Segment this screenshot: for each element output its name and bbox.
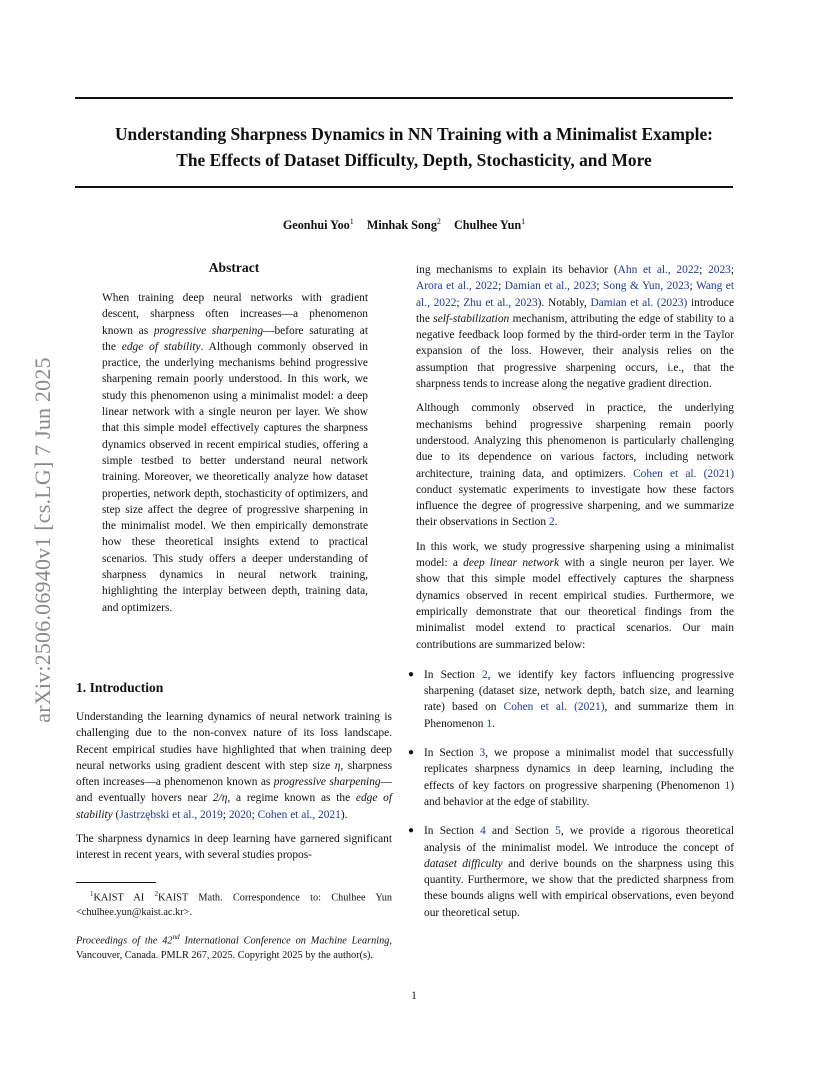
author-list — [75, 217, 733, 233]
citation-link[interactable]: Cohen et al. (2021) — [503, 701, 605, 714]
citation-link[interactable]: Cohen et al. (2021) — [633, 467, 734, 480]
citation-link[interactable]: Cohen et al., 2021 — [257, 808, 341, 821]
affiliation-footnote: $^1$KAIST AI $^2$KAIST Math. Correspondence to: Chulhee Yun <chulhee.yun@kaist.ac.kr>. — [76, 890, 392, 918]
intro-paragraph: In this work, we study progressive sharpening using a minimalist model: a deep linear network with a single neuron per layer. We show that this simple model effectively captures the sharpness dynamics observed in recent empirical studies. Furthermore, we empirically demonstrate that our theoretical findings from the minimalist model extend to practical scenarios. Our main contributions are summarized below: — [416, 540, 734, 651]
intro-paragraph: ing mechanisms to explain its behavior (Ahn et al., 2022; 2023; Arora et al., 2022; Damian et al., 2023; Song & Yun, 2023; Wang et al., 2022; Zhu et al., 2023). Notably, Damian et al. (2023) introduce the self-stabilization mechanism, attributing the edge of stability to a negative feedback loop formed by the third-order term in the Taylor expansion of the loss. However, their analysis relies on the assumption that progressive sharpening occurs, i.e., that the sharpness tends to increase along the negative gradient direction. — [416, 264, 735, 391]
citation-link[interactable]: Arora et al., 2022 — [416, 280, 499, 293]
citation-link[interactable]: Jastrzębski et al., 2019 — [119, 808, 223, 821]
list-item: ● In Section 4 and Section 5, we provide a rigorous theoretical analysis of the minimalist model. We introduce the concept of dataset difficulty and derive bounds on the sharpness using this quantity. Furthermore, we show that the predicted sharpness from these bounds aligns well with empirical observations, even beyond our theoretical setup. — [408, 825, 735, 919]
bullet-icon: ● — [408, 747, 415, 759]
abstract-text: When training deep neural networks with gradient descent, sharpness often increases—a phenomenon known as progressive sharpening—before saturating at the edge of stability. Although commonly observed in practice, the underlying mechanisms behind progressive sharpening remain poorly understood. In this work, we study this phenomenon using a minimalist model: a deep linear network with a single neuron per layer. We show that this simple model effectively captures the sharpness dynamics observed in recent empirical studies, offering a simple testbed to better understand neural network training. Moreover, we theoretically analyze how dataset properties, network depth, stochasticity of optimizers, and step size affect the degree of progressive sharpening in the minimalist model. We then empirically demonstrate how these theoretical insights extend to practical scenarios. This study offers a deeper understanding of sharpness dynamics in neural network training, highlighting the interplay between depth, training data, and optimizers. — [102, 292, 368, 614]
intro-paragraph: Understanding the learning dynamics of neural network training is challenging due to the non-convex nature of its loss landscape. Recent empirical studies have highlighted that when training deep neural networks using gradient descent with step size η, sharpness often increases—a phenomenon known as progressive sharpening—and eventually hovers near 2/η, a regime known as the edge of stability (Jastrzębski et al., 2019; 2020; Cohen et al., 2021). — [76, 711, 393, 821]
abstract-heading: Abstract — [208, 260, 260, 275]
citation-link[interactable]: Wang et al., 2022 — [416, 280, 735, 309]
title-line-1: Understanding Sharpness Dynamics in NN Training with a Minimalist Example: — [115, 124, 713, 144]
left-column-body — [76, 709, 392, 872]
section-link[interactable]: 4 — [480, 825, 486, 838]
paper-title — [60, 121, 768, 173]
author-name: Minhak Song — [366, 218, 437, 233]
arxiv-identifier: arXiv:2506.06940v1 [cs.LG] 7 Jun 2025 — [30, 357, 55, 723]
bullet-icon: ● — [408, 668, 415, 680]
top-rule — [75, 97, 733, 99]
citation-link[interactable]: Song & Yun, 2023 — [603, 280, 690, 293]
phenomenon-link[interactable]: 1 — [486, 717, 493, 730]
author-name: Geonhui Yoo — [282, 218, 350, 233]
right-column-body — [408, 262, 735, 934]
bullet-icon: ● — [408, 825, 415, 837]
section-link[interactable]: 2 — [548, 516, 555, 529]
citation-link[interactable]: 2023 — [708, 264, 731, 276]
author-name: Chulhee Yun — [453, 218, 522, 233]
phenomenon-link[interactable]: 1 — [724, 779, 731, 792]
intro-paragraph: Although commonly observed in practice, the underlying mechanisms behind progressive sharpening remain poorly understood. Analyzing this phenomenon is particularly challenging due to its dependence on various factors, including network architecture, training data, and optimizers. Cohen et al. (2021) conduct systematic experiments to investigate how these factors influence the degree of progressive sharpening, and we summarize their observations in Section 2. — [416, 402, 734, 529]
proceedings-footnote: Proceedings of the 42nd International Conference on Machine Learning, Vancouver, Canada. PMLR 267, 2025. Copyright 2025 by the author(s). — [76, 933, 392, 961]
citation-link[interactable]: Damian et al., 2023 — [504, 280, 597, 293]
section-link[interactable]: 5 — [555, 825, 561, 838]
footnote-rule — [76, 882, 156, 883]
list-item: ● In Section 3, we propose a minimalist model that successfully replicates sharpness dynamics in deep learning, including the effects of key factors on progressive sharpening (Phenomenon 1) and behavior at the edge of stability. — [408, 747, 734, 808]
citation-link[interactable]: 2020 — [228, 808, 252, 821]
section-heading-introduction: 1. Introduction — [76, 680, 164, 695]
author-affiliation: 2 — [436, 217, 441, 226]
citation-link[interactable]: Ahn et al., 2022 — [617, 264, 700, 276]
author-affiliation: 1 — [521, 217, 526, 226]
intro-paragraph: The sharpness dynamics in deep learning have garnered significant interest in recent years, with several studies propos- — [76, 833, 392, 862]
author-affiliation: 1 — [349, 217, 354, 226]
title-bottom-rule — [75, 186, 733, 188]
section-link[interactable]: 2 — [481, 668, 488, 681]
contributions-list — [408, 667, 735, 921]
section-link[interactable]: 3 — [479, 747, 486, 760]
page-number: 1 — [411, 990, 417, 1002]
list-item: ● In Section 2, we identify key factors influencing progressive sharpening (dataset size, network depth, batch size, and learning rate) based on Cohen et al. (2021), and summarize them in Phenomenon 1. — [408, 668, 734, 730]
citation-link[interactable]: Zhu et al., 2023 — [463, 296, 538, 309]
citation-link[interactable]: Damian et al. (2023) — [590, 296, 688, 309]
title-line-2: The Effects of Dataset Difficulty, Depth, Stochasticity, and More — [176, 150, 652, 170]
